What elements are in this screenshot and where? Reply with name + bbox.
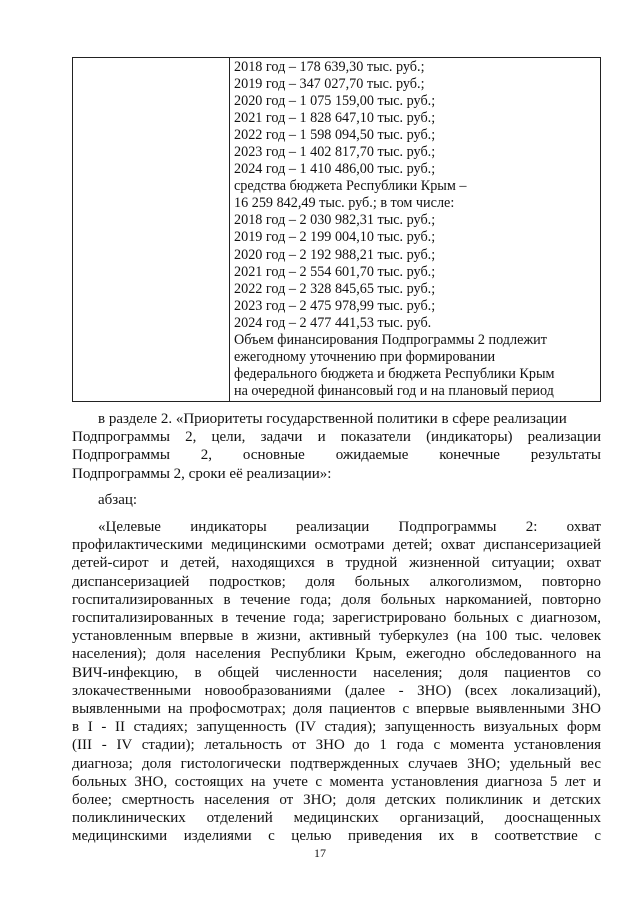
- table-line: 2022 год – 2 328 845,65 тыс. руб.;: [234, 280, 436, 297]
- paragraph-line: госпитализированных в течение года; зарегистрировано больных с диагнозом,: [72, 610, 601, 627]
- table-line: 2024 год – 2 477 441,53 тыс. руб.: [234, 314, 432, 331]
- abzac-label: абзац:: [98, 492, 138, 508]
- table-line: 2019 год – 2 199 004,10 тыс. руб.;: [234, 229, 436, 246]
- table-right-cell: [230, 58, 601, 402]
- table-line: 16 259 842,49 тыс. руб.; в том числе:: [234, 195, 455, 212]
- table-line: 2018 год – 178 639,30 тыс. руб.;: [234, 59, 425, 75]
- paragraph-line: выявленными на профосмотрах; доля пациентов с впервые выявленными ЗНО: [72, 701, 601, 718]
- table-line: на очередной финансовый год и на плановый период: [234, 382, 554, 399]
- paragraph-line: диспансеризацией подростков; доля больных алкоголизмом, повторно: [72, 573, 601, 590]
- paragraph-line: госпитализированных в течение года; доля больных наркоманией, повторно: [72, 591, 601, 608]
- page-number: 17: [314, 846, 326, 860]
- paragraph-line: в разделе 2. «Приоритеты государственной политики в сфере реализации: [98, 411, 567, 427]
- paragraph-line: диагноза; доля гистологически подтвержденных случаев ЗНО; удельный вес: [72, 755, 601, 772]
- paragraph-line: медицинскими изделиями с целью приведения их в соответствие с: [72, 828, 601, 845]
- table-line: ежегодному уточнению при формировании: [234, 348, 496, 365]
- table-line: 2021 год – 1 828 647,10 тыс. руб.;: [234, 110, 436, 127]
- table-line: 2019 год – 347 027,70 тыс. руб.;: [234, 76, 425, 93]
- paragraph-line: Подпрограммы 2, сроки её реализации»:: [72, 465, 332, 482]
- table-line: средства бюджета Республики Крым –: [234, 178, 467, 195]
- paragraph-line: Подпрограммы 2, цели, задачи и показатели (индикаторы) реализации: [72, 429, 601, 446]
- paragraph-line: больных ЗНО, состоящих на учете с момента установления диагноза 5 лет и: [72, 773, 601, 790]
- table-line: Объем финансирования Подпрограммы 2 подлежит: [234, 331, 547, 348]
- paragraph-line: (III - IV стадии); летальность от ЗНО до 1 года с момента установления: [72, 737, 601, 754]
- table-line: 2020 год – 2 192 988,21 тыс. руб.;: [234, 246, 436, 263]
- table-row: [73, 58, 601, 402]
- table-left-cell: [73, 58, 230, 402]
- table-line: 2021 год – 2 554 601,70 тыс. руб.;: [234, 263, 436, 280]
- table-line: федерального бюджета и бюджета Республики Крым: [234, 365, 555, 382]
- paragraph-line: поликлинических отделений медицинских организаций, дооснащенных: [72, 810, 601, 827]
- table-line: 2018 год – 2 030 982,31 тыс. руб.;: [234, 212, 436, 229]
- table-line: 2023 год – 2 475 978,99 тыс. руб.;: [234, 297, 436, 314]
- paragraph-line: населения); доля населения Республики Крым, ежегодно обследованного на: [72, 646, 601, 663]
- table-line: 2022 год – 1 598 094,50 тыс. руб.;: [234, 127, 436, 144]
- abzac-label-block: [72, 491, 601, 509]
- paragraph-line: установленным впервые в жизни, активный туберкулез (на 100 тыс. человек: [72, 628, 601, 645]
- table-line: 2020 год – 1 075 159,00 тыс. руб.;: [234, 93, 436, 110]
- financing-table: [72, 57, 601, 402]
- quote-paragraph: [72, 518, 601, 846]
- section-paragraph: [72, 410, 601, 483]
- paragraph-line: в I - II стадиях; запущенность (IV стадия); запущенность визуальных форм: [72, 719, 601, 736]
- table-line: 2024 год – 1 410 486,00 тыс. руб.;: [234, 161, 436, 178]
- paragraph-line: злокачественными новообразованиями (далее - ЗНО) (всех локализаций),: [72, 682, 601, 699]
- paragraph-line: детей-сирот и детей, находящихся в трудной жизненной ситуации; охват: [72, 555, 601, 572]
- paragraph-line: ВИЧ-инфекцию, в общей численности населения; доля пациентов со: [72, 664, 601, 681]
- table-line: 2023 год – 1 402 817,70 тыс. руб.;: [234, 144, 436, 161]
- paragraph-line: Подпрограммы 2, основные ожидаемые конечные результаты: [72, 447, 601, 464]
- paragraph-line: более; смертность населения от ЗНО; доля детских поликлиник и детских: [72, 792, 601, 809]
- paragraph-line: «Целевые индикаторы реализации Подпрограммы 2: охват: [98, 519, 601, 535]
- paragraph-line: профилактическими медицинскими осмотрами детей; охват диспансеризацией: [72, 537, 601, 554]
